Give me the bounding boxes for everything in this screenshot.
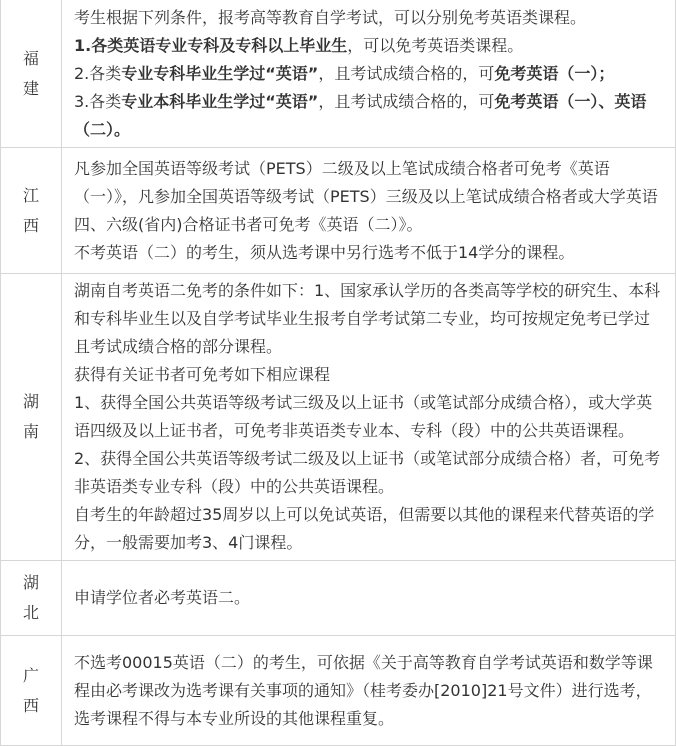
text-run: ，且考试成绩合格的，可 bbox=[318, 63, 495, 83]
province-cell bbox=[1, 148, 62, 274]
content-cell bbox=[62, 274, 676, 561]
table-row bbox=[1, 274, 676, 561]
table-row bbox=[1, 561, 676, 636]
paragraph bbox=[74, 60, 663, 88]
paragraph bbox=[74, 649, 663, 733]
content-cell bbox=[62, 636, 676, 746]
table-row bbox=[1, 636, 676, 746]
paragraph bbox=[74, 155, 663, 239]
province-name: 湖北 bbox=[23, 573, 40, 622]
paragraph bbox=[74, 501, 663, 557]
province-name: 福建 bbox=[23, 48, 40, 98]
text-run: 3.各类 bbox=[74, 91, 122, 111]
province-cell bbox=[1, 561, 62, 636]
table-row bbox=[1, 0, 676, 148]
paragraph bbox=[74, 584, 663, 612]
province-name: 广西 bbox=[23, 665, 40, 715]
text-run: ，可以免考英语类课程。 bbox=[347, 35, 524, 55]
text-run: 考生根据下列条件，报考高等教育自学考试，可以分别免考英语类课程。 bbox=[74, 7, 587, 27]
paragraph bbox=[74, 88, 663, 144]
province-cell bbox=[1, 636, 62, 746]
text-run-bold: 1.各类英语专业专科及专科以上毕业生 bbox=[74, 35, 348, 55]
province-cell bbox=[1, 274, 62, 561]
text-run: 获得有关证书者可免考如下相应课程 bbox=[74, 365, 331, 384]
paragraph bbox=[74, 32, 663, 60]
table-row bbox=[1, 148, 676, 274]
paragraph bbox=[74, 445, 663, 501]
content-cell bbox=[62, 561, 676, 636]
text-run: 2.各类 bbox=[74, 63, 122, 83]
text-run: 申请学位者必考英语二。 bbox=[74, 588, 251, 607]
text-run-bold: 专业本科毕业生学过“英语” bbox=[121, 91, 319, 111]
text-run-bold: 专业专科毕业生学过“英语” bbox=[121, 63, 319, 83]
text-run: 凡参加全国英语等级考试（PETS）二级及以上笔试成绩合格者可免考《英语（一）》，凡参加全国英语等级考试（PETS）三级及以上笔试成绩合格者或大学英语四、六级(省内)合格证书者可免考《英语（二）》。 bbox=[74, 158, 658, 234]
text-run-bold: 免考英语（一）； bbox=[494, 63, 615, 83]
text-run: 1、获得全国公共英语等级考试三级及以上证书（或笔试部分成绩合格），或大学英语四级及以上证书者，可免考非英语类专业本、专科（段）中的公共英语课程。 bbox=[74, 393, 653, 440]
text-run-bold: 免考英语（一）、英语（二）。 bbox=[74, 91, 647, 139]
province-cell bbox=[1, 0, 62, 148]
content-cell bbox=[62, 0, 676, 148]
province-name: 江西 bbox=[23, 185, 40, 235]
province-name: 湖南 bbox=[23, 392, 40, 441]
exemption-table-body bbox=[1, 0, 676, 746]
paragraph bbox=[74, 4, 663, 32]
content-cell bbox=[62, 148, 676, 274]
paragraph bbox=[74, 389, 663, 445]
paragraph bbox=[74, 361, 663, 389]
paragraph bbox=[74, 277, 663, 361]
text-run: 自考生的年龄超过35周岁以上可以免试英语，但需要以其他的课程来代替英语的学分，一般需要加考3、4门课程。 bbox=[74, 505, 655, 552]
text-run: ，且考试成绩合格的，可 bbox=[318, 91, 495, 111]
text-run: 湖南自考英语二免考的条件如下：1、国家承认学历的各类高等学校的研究生、本科和专科毕业生以及自学考试毕业生报考自学考试第二专业，均可按规定免考已学过且考试成绩合格的部分课程。 bbox=[74, 281, 661, 356]
text-run: 不考英语（二）的考生，须从选考课中另行选考不低于14学分的课程。 bbox=[74, 242, 575, 262]
paragraph bbox=[74, 239, 663, 267]
text-run: 2、获得全国公共英语等级考试二级及以上证书（或笔试部分成绩合格）者，可免考非英语类专业专科（段）中的公共英语课程。 bbox=[74, 449, 661, 496]
text-run: 不选考00015英语（二）的考生，可依据《关于高等教育自学考试英语和数学等课程由必考课改为选考课有关事项的通知》（桂考委办[2010]21号文件）进行选考，选考课程不得与本专业所设的其他课程重复。 bbox=[74, 652, 653, 728]
